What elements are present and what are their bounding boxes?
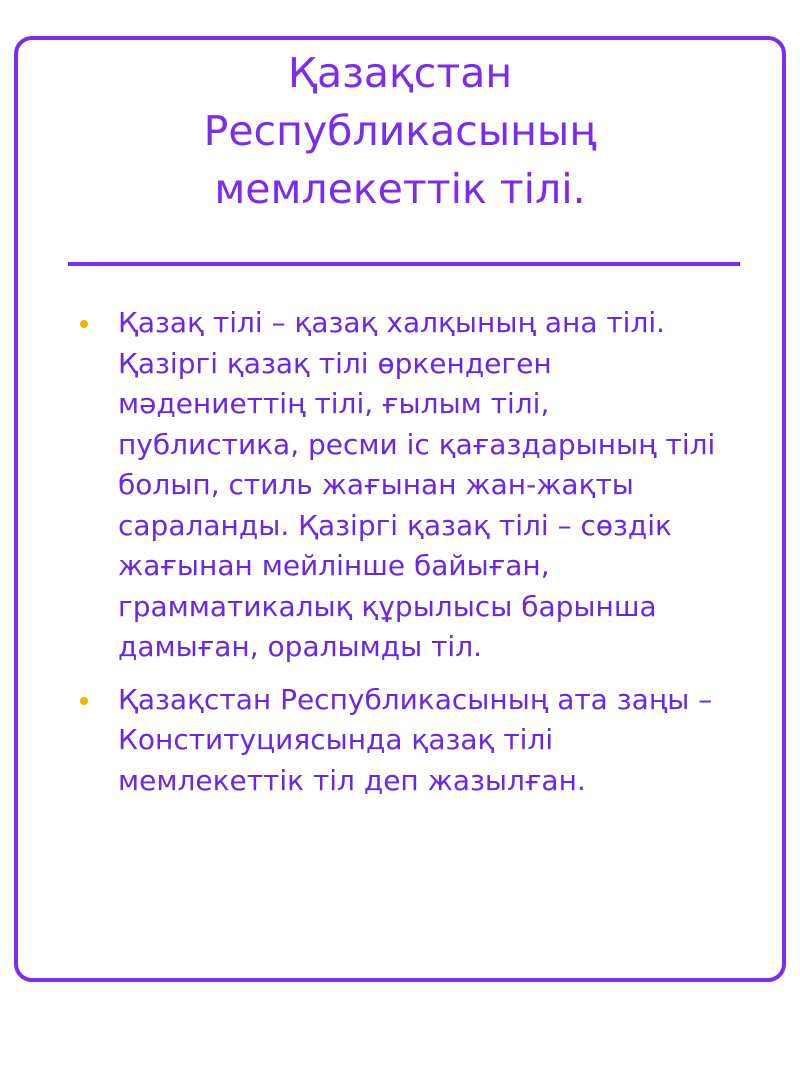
slide-title-line: мемлекеттік тілі.	[214, 165, 586, 213]
slide-title-line: Қазақстан	[287, 49, 513, 97]
bullet-text: Қазақ тілі – қазақ халқының ана тілі. Қазіргі қазақ тілі өркендеген мәдениеттің тілі, ғылым тілі, публистика, ресми іс қағаздарының тілі болып, стиль жағынан жан-жақты сараланды. Қазіргі қазақ тілі – сөздік жағынан мейлінше байыған, грамматикалық құрылысы барынша дамыған, оралымды тіл.	[118, 306, 716, 663]
slide-title-line: Республикасының	[203, 107, 597, 155]
bullet-dot-icon	[80, 697, 88, 705]
title-divider	[68, 262, 740, 266]
bullet-text: Қазақстан Республикасының ата заңы – Конституциясында қазақ тілі мемлекеттік тіл деп жазылған.	[118, 682, 713, 797]
bullet-item	[76, 680, 736, 802]
slide-title	[14, 44, 786, 218]
bullet-list	[76, 303, 736, 813]
bullet-dot-icon	[80, 320, 88, 328]
bullet-item	[76, 303, 736, 668]
